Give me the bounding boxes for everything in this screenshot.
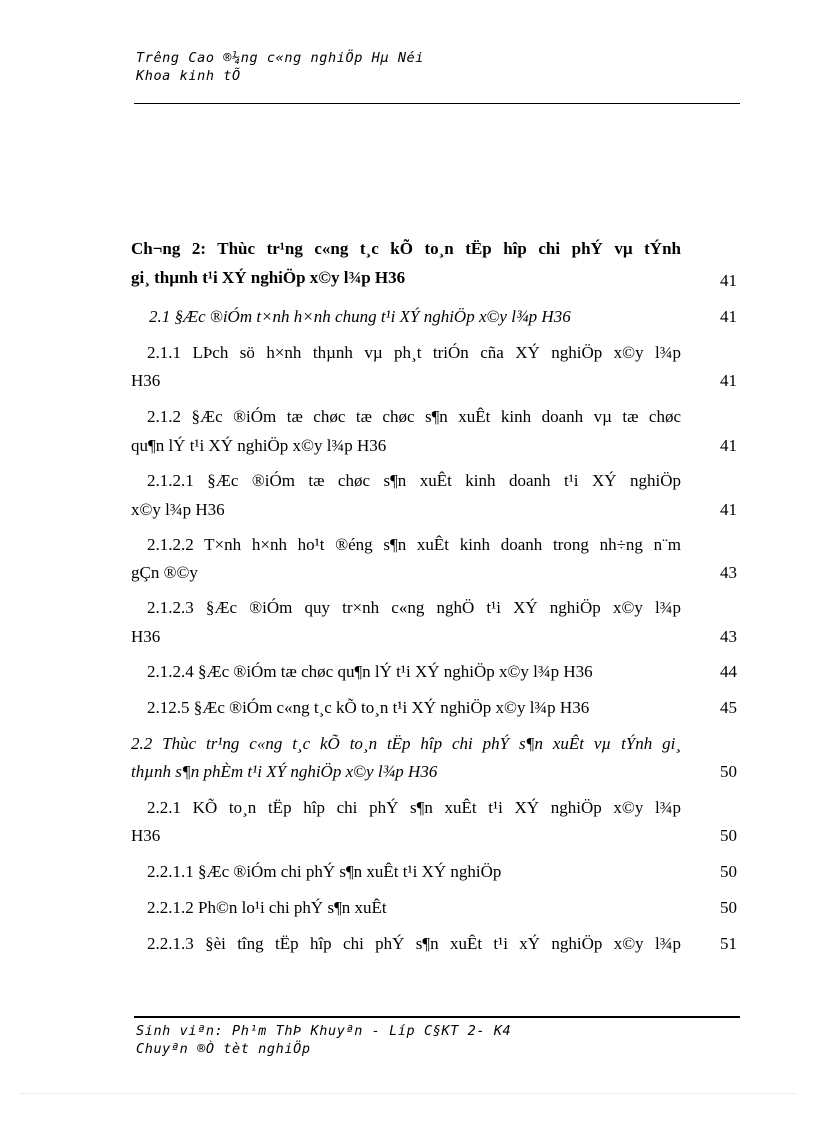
footer-title: Chuyªn ®Ò tèt nghiÖp (136, 1041, 311, 1057)
toc-entry-text: 2.2.1.3 §èi tîng tËp hîp chi phÝ s¶n xuÊt t¹i xÝ nghiÖp x©y l¾p (147, 934, 681, 953)
toc-entry-text: qu¶n lÝ t¹i XÝ nghiÖp x©y l¾p H36 (131, 436, 387, 455)
toc-entry-text: 2.1.1 LÞch sö h×nh thµnh vµ ph¸t triÓn cña XÝ nghiÖp x©y l¾p (147, 343, 681, 362)
toc-entry-text: gi¸ thµnh t¹i XÝ nghiÖp x©y l¾p H36 (131, 268, 406, 287)
toc-page-number: 50 (720, 862, 737, 881)
toc-entry-text: 2.2 Thùc tr¹ng c«ng t¸c kÕ to¸n tËp hîp chi phÝ s¶n xuÊt vµ tÝnh gi¸ (131, 734, 681, 753)
toc-entry-text: 2.1.2.1 §Æc ®iÓm tæ chøc s¶n xuÊt kinh doanh t¹i XÝ nghiÖp (147, 471, 681, 490)
toc-entry-text: 2.2.1 KÕ to¸n tËp hîp chi phÝ s¶n xuÊt t¹i XÝ nghiÖp x©y l¾p (147, 798, 681, 817)
toc-page-number: 44 (720, 662, 737, 681)
footer-student: Sinh viªn: Ph¹m ThÞ Khuyªn - Líp C§KT 2- K4 (136, 1023, 512, 1039)
toc-entry-text: 2.1.2.4 §Æc ®iÓm tæ chøc qu¶n lÝ t¹i XÝ nghiÖp x©y l¾p H36 (147, 662, 593, 681)
toc-page-number: 45 (720, 698, 737, 717)
toc-entry-text: Ch¬ng 2: Thùc tr¹ng c«ng t¸c kÕ to¸n tËp hîp chi phÝ vµ tÝnh (131, 239, 681, 258)
toc-entry-text: thµnh s¶n phÈm t¹i XÝ nghiÖp x©y l¾p H36 (131, 762, 438, 781)
footer-divider (134, 1016, 740, 1018)
toc-entry-text: H36 (131, 371, 161, 390)
toc-entry-text: 2.1.2.3 §Æc ®iÓm quy tr×nh c«ng nghÖ t¹i XÝ nghiÖp x©y l¾p (147, 598, 681, 617)
toc-entry-text: H36 (131, 627, 161, 646)
toc-entry-text: 2.2.1.2 Ph©n lo¹i chi phÝ s¶n xuÊt (147, 898, 387, 917)
toc-page-number: 41 (720, 271, 737, 290)
toc-entry-text: 2.2.1.1 §Æc ®iÓm chi phÝ s¶n xuÊt t¹i XÝ nghiÖp (147, 862, 502, 881)
toc-entry-text: H36 (131, 826, 161, 845)
toc-page-number: 50 (720, 826, 737, 845)
toc-entry-text: 2.1.2.2 T×nh h×nh ho¹t ®éng s¶n xuÊt kinh doanh trong nh÷ng n¨m (147, 535, 681, 554)
toc-entry-text: 2.1 §Æc ®iÓm t×nh h×nh chung t¹i XÝ nghiÖp x©y l¾p H36 (149, 307, 571, 326)
toc-page-number: 51 (720, 934, 737, 953)
toc-entry-text: gÇn ®©y (131, 563, 198, 582)
toc-page-number: 41 (720, 436, 737, 455)
toc-entry-text: 2.12.5 §Æc ®iÓm c«ng t¸c kÕ to¸n t¹i XÝ nghiÖp x©y l¾p H36 (147, 698, 590, 717)
toc-page-number: 50 (720, 762, 737, 781)
header-faculty: Khoa kinh tÕ (136, 68, 241, 84)
toc-entry-text: x©y l¾p H36 (131, 500, 225, 519)
toc-page-number: 43 (720, 627, 737, 646)
toc-page-number: 41 (720, 307, 737, 326)
page-edge-divider (20, 1093, 796, 1094)
toc-page-number: 41 (720, 371, 737, 390)
toc-entry-text: 2.1.2 §Æc ®iÓm tæ chøc tæ chøc s¶n xuÊt kinh doanh vµ tæ chøc (147, 407, 681, 426)
header-divider (134, 103, 740, 104)
toc-page-number: 41 (720, 500, 737, 519)
header-school-name: Trêng Cao ®¼ng c«ng nghiÖp Hµ Néi (136, 50, 425, 66)
toc-page-number: 43 (720, 563, 737, 582)
toc-page-number: 50 (720, 898, 737, 917)
